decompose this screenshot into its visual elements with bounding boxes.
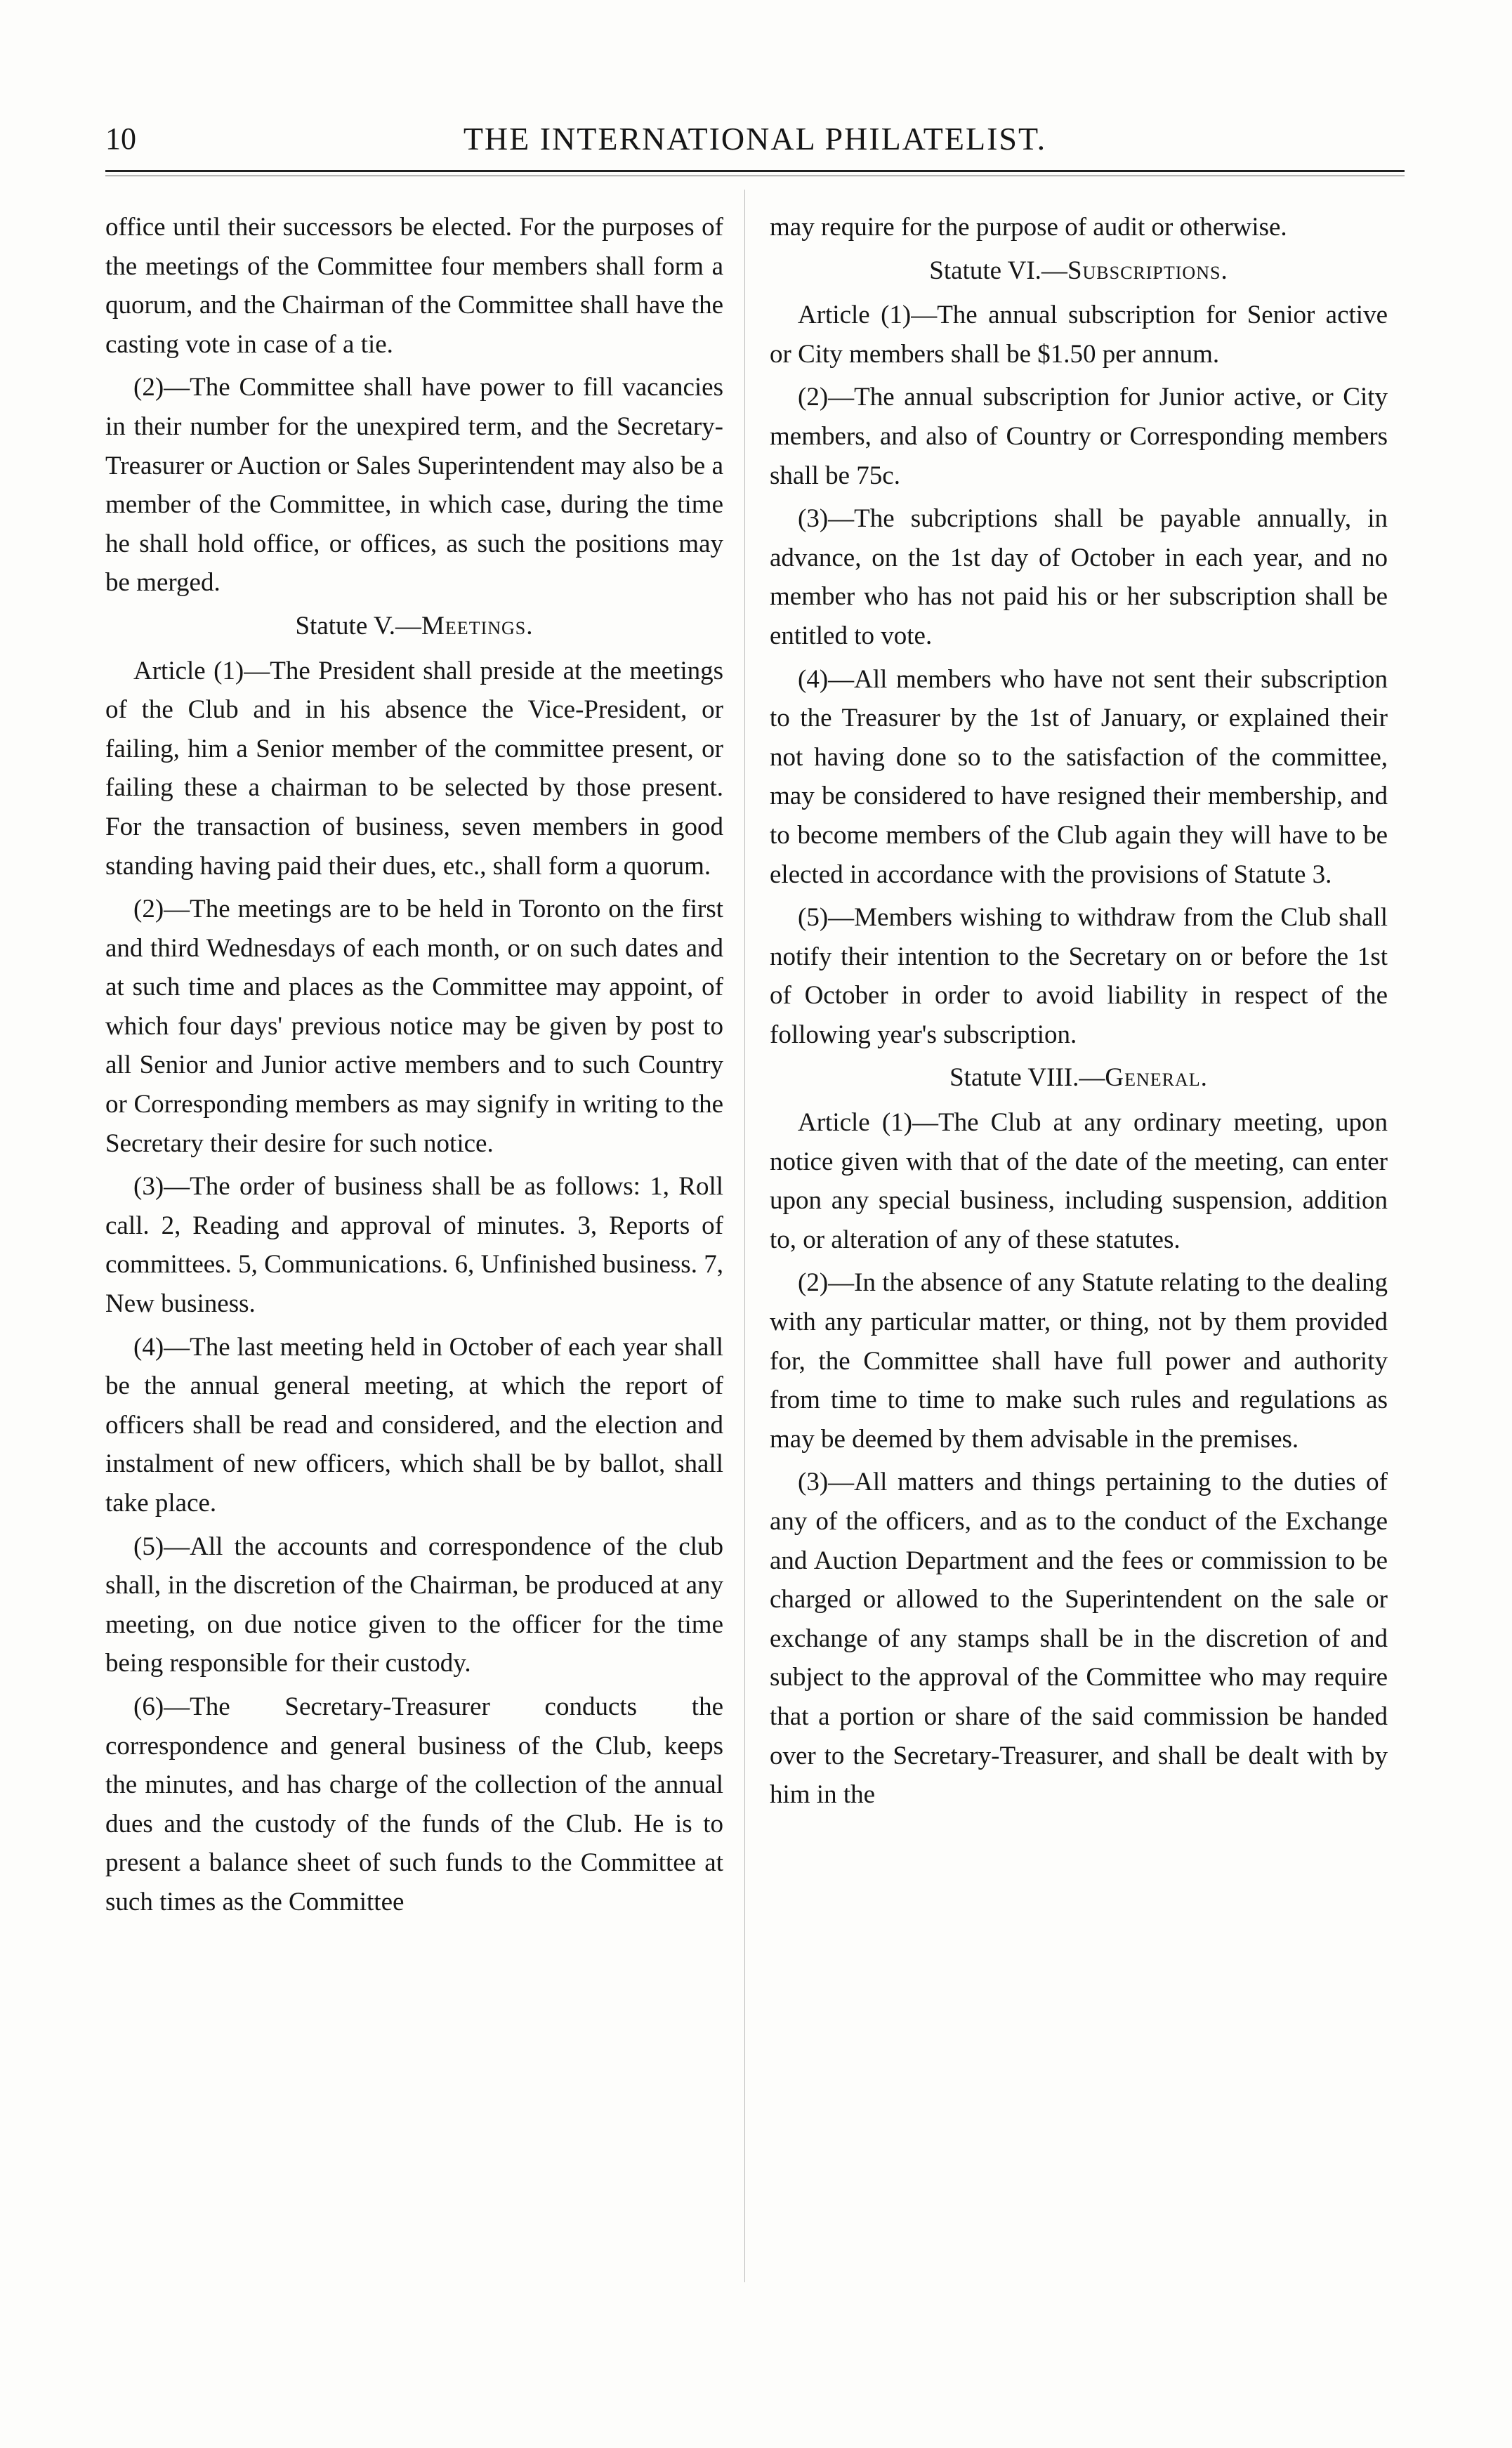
statute-heading <box>770 1058 1388 1098</box>
paragraph: (2)—The annual subscription for Junior active, or City members, and also of Country or Corresponding members shall be 75c. <box>770 383 1388 490</box>
paragraph: (2)—The Committee shall have power to fill vacancies in their number for the unexpired term, and the Secretary-Treasurer or Auction or Sales Superintendent may also be a member of the Committee, in which case, during the time he shall hold office, or offices, as such the positions may be merged. <box>105 373 723 598</box>
paragraph: (2)—In the absence of any Statute relating to the dealing with any particular matter, or thing, not by them provided for, the Committee shall have full power and authority from time to time to make such rules and regulations as may be deemed by them advisable in the premises. <box>770 1268 1388 1454</box>
statute-heading <box>105 607 723 646</box>
paragraph: Article (1)—The President shall preside at the meetings of the Club and in his absence the Vice-President, or failing, him a Senior member of the committee present, or failing these a chairman to be selected by those present. For the transaction of business, seven members in good standing having paid their dues, etc., shall form a quorum. <box>105 656 723 881</box>
left-column <box>105 208 723 1926</box>
paragraph: (4)—The last meeting held in October of each year shall be the annual general meeting, at which the report of officers shall be read and considered, and the election and instalment of new officers, which shall be by ballot, shall take place. <box>105 1332 723 1518</box>
column-divider <box>744 190 745 2282</box>
paragraph: (3)—The subcriptions shall be payable annually, in advance, on the 1st day of October in each year, and no member who has not paid his or her subscription shall be entitled to vote. <box>770 504 1388 650</box>
statute-number: Statute VIII.— <box>949 1063 1105 1093</box>
running-head: THE INTERNATIONAL PHILATELIST. <box>463 121 1047 157</box>
paragraph: may require for the purpose of audit or otherwise. <box>770 213 1287 242</box>
paragraph: (3)—The order of business shall be as follows: 1, Roll call. 2, Reading and approval of minutes. 3, Reports of committees. 5, Communications. 6, Unfinished business. 7, New business. <box>105 1172 723 1319</box>
paragraph: (5)—Members wishing to withdraw from the Club shall notify their intention to the Secretary on or before the 1st of October in order to avoid liability in respect of the following year's subscription. <box>770 903 1388 1049</box>
paragraph: (3)—All matters and things pertaining to the duties of any of the officers, and as to the conduct of the Exchange and Auction Department and the fees or commission to be charged or allowed to the Superintendent on the sale or exchange of any stamps shall be in the discretion of and subject to the approval of the Committee who may require that a portion or share of the said commission be handed over to the Secretary-Treasurer, and shall be dealt with by him in the <box>770 1468 1388 1810</box>
right-column <box>770 208 1388 1819</box>
statute-title: Subscriptions. <box>1067 256 1228 285</box>
statute-title: General. <box>1105 1063 1208 1093</box>
paragraph: Article (1)—The Club at any ordinary meeting, upon notice given with that of the date of the meeting, can enter upon any special business, including suspension, addition to, or alteration of any of these statutes. <box>770 1108 1388 1254</box>
statute-number: Statute V.— <box>295 611 422 640</box>
statute-title: Meetings. <box>421 611 534 640</box>
paragraph: (6)—The Secretary-Treasurer conducts the correspondence and general business of the Club, keeps the minutes, and has charge of the collection of the annual dues and the custody of the funds of the Club. He is to present a balance sheet of such funds to the Committee at such times as the Committee <box>105 1692 723 1916</box>
page-header <box>105 118 1405 167</box>
paragraph: (5)—All the accounts and correspondence of the club shall, in the discretion of the Chairman, be produced at any meeting, on due notice given to the officer for the time being responsible for their custody. <box>105 1532 723 1678</box>
paragraph: office until their successors be elected. For the purposes of the meetings of the Committee four members shall form a quorum, and the Chairman of the Committee shall have the casting vote in case of a tie. <box>105 213 723 359</box>
paragraph: (2)—The meetings are to be held in Toronto on the first and third Wednesdays of each month, or on such dates and at such time and places as the Committee may appoint, of which four days' previous notice may be given by post to all Senior and Junior active members and to such Country or Corresponding members as may signify in writing to the Secretary their desire for such notice. <box>105 895 723 1158</box>
statute-number: Statute VI.— <box>929 256 1067 285</box>
paragraph: Article (1)—The annual subscription for Senior active or City members shall be $1.50 per annum. <box>770 301 1388 369</box>
header-rule <box>105 170 1405 172</box>
statute-heading <box>770 251 1388 291</box>
paragraph: (4)—All members who have not sent their subscription to the Treasurer by the 1st of January, or explained their not having done so to the satisfaction of the committee, may be considered to have resigned their membership, and to become members of the Club again they will have to be elected in accordance with the provisions of Statute 3. <box>770 664 1388 889</box>
page-number: 10 <box>105 121 136 156</box>
